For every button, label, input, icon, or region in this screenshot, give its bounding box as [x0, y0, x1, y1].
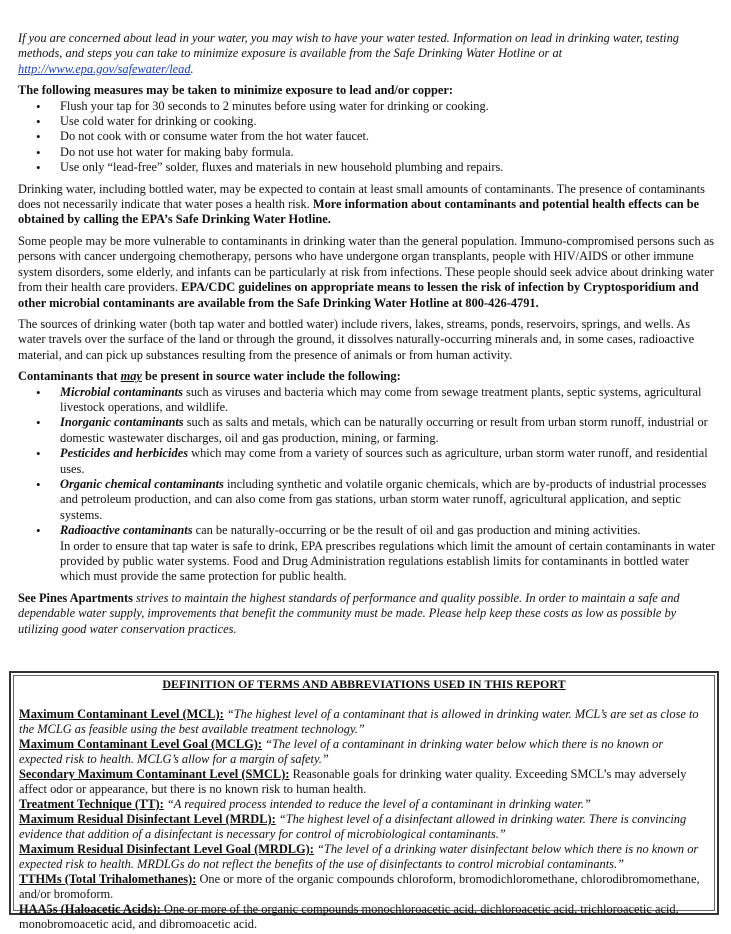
definition-term: Maximum Contaminant Level (MCL): — [19, 707, 224, 721]
regulations-followup: In order to ensure that tap water is safe to drink, EPA prescribes regulations which limit the amount of certain contaminants in water provided by public water systems. Food and Drug Administration regulations establish limits for contaminants in bottled water which must provide the same protection for public health. — [60, 538, 716, 584]
contaminants-heading-may: may — [120, 369, 142, 384]
list-item: • Use only “lead-free” solder, fluxes and materials in new household plumbing and repairs. — [18, 160, 718, 175]
document-body — [18, 31, 718, 643]
list-item — [18, 477, 718, 523]
definition-text: “The highest level of a disinfectant allowed in drinking water. There is convincing evidence that addition of a disinfectant is necessary for control of microbiological contaminants.” — [19, 812, 687, 841]
closing-bold: See Pines Apartments — [18, 590, 133, 605]
lead-intro-end: . — [190, 61, 194, 76]
bottled-water-paragraph — [18, 182, 718, 228]
definitions-title: DEFINITION OF TERMS AND ABBREVIATIONS USED IN THIS REPORT — [162, 677, 566, 691]
definition-text: “The highest level of a contaminant that is allowed in drinking water. MCL’s are set as close to the MCLG as feasible using the best available treatment technology.” — [19, 707, 699, 736]
definition-item — [19, 902, 709, 932]
contaminants-list — [18, 385, 718, 585]
definition-term: HAA5s (Haloacetic Acids): — [19, 902, 161, 916]
vulnerable-text: Some people may be more vulnerable to contaminants in drinking water than the general population. Immuno-compromised persons such as persons with cancer undergoing chemotherapy, persons who have undergone organ transplants, people with HIV/AIDS or other immune system disorders, some elderly, and infants can be particularly at risk from infections. These people should seek advice about drinking water from their health care providers. — [18, 233, 715, 295]
contaminant-term: Organic chemical contaminants — [60, 476, 224, 491]
contaminants-heading-pre: Contaminants that — [18, 369, 121, 384]
definition-term: Treatment Technique (TT): — [19, 797, 164, 811]
definition-term: Secondary Maximum Contaminant Level (SMCL): — [19, 767, 290, 781]
definition-item — [19, 707, 709, 737]
bottled-water-text: Drinking water, including bottled water, may be expected to contain at least small amounts of contaminants. The presence of contaminants does not necessarily indicate that water poses a health risk. — [18, 181, 705, 212]
measures-heading: The following measures may be taken to minimize exposure to lead and/or copper: — [18, 83, 454, 98]
list-item: • Use cold water for drinking or cooking. — [18, 114, 718, 129]
contaminant-term: Microbial contaminants — [60, 384, 183, 399]
vulnerable-paragraph — [18, 234, 718, 311]
closing-italic: strives to maintain the highest standards of performance and quality possible. In order to maintain a safe and dependable water supply, improvements that benefit the community must be made. Please help keep these costs as low as possible by utilizing good water conservation practices. — [18, 590, 680, 636]
contaminant-text: which may come from a variety of sources such as agriculture, urban storm water runoff, and residential uses. — [60, 446, 708, 476]
definitions-content — [19, 677, 709, 932]
measures-list — [18, 99, 718, 176]
definition-text: “A required process intended to reduce the level of a contaminant in drinking water.” — [163, 797, 591, 811]
contaminant-text: such as salts and metals, which can be naturally occurring or result from urban storm runoff, industrial or domestic wastewater discharges, oil and gas production, mining, or farming. — [60, 415, 708, 445]
epa-lead-link[interactable]: http://www.epa.gov/safewater/lead — [18, 61, 191, 76]
definition-text: One or more of the organic compounds chloroform, bromodichloromethane, chlorodibromomethane, and/or bromoform. — [19, 872, 700, 901]
contaminants-heading-post: be present in source water include the following: — [141, 369, 401, 384]
list-item: • Do not cook with or consume water from the hot water faucet. — [18, 129, 718, 144]
definition-text: Reasonable goals for drinking water quality. Exceeding SMCL’s may adversely affect odor or appearance, but there is no known risk to human health. — [19, 767, 687, 796]
definition-item — [19, 812, 709, 842]
definition-item — [19, 872, 709, 902]
sources-paragraph: The sources of drinking water (both tap water and bottled water) include rivers, lakes, streams, ponds, reservoirs, springs, and wells. As water travels over the surface of the land or through the ground, it dissolves naturally-occurring minerals and, in some cases, radioactive material, and can pick up substances resulting from the presence of animals or from human activity. — [18, 316, 695, 362]
list-item — [18, 446, 718, 477]
contaminant-term: Pesticides and herbicides — [60, 446, 189, 461]
definition-text: “The level of a contaminant in drinking water below which there is no known or expected risk to health. MCLG’s allow for a margin of safety.” — [19, 737, 664, 766]
contaminant-text: including synthetic and volatile organic chemicals, which are by-products of industrial processes and petroleum production, and can also come from gas stations, urban storm water runoff, agricultural application, and septic systems. — [60, 476, 707, 522]
contaminants-heading — [18, 369, 718, 384]
list-item — [18, 385, 718, 416]
definition-item — [19, 767, 709, 797]
definition-item — [19, 797, 709, 812]
vulnerable-bold: EPA/CDC guidelines on appropriate means to lessen the risk of infection by Cryptosporidium and other microbial contaminants are available from the Safe Drinking Water Hotline at 800-426-4791. — [18, 280, 699, 310]
definitions-box — [9, 671, 719, 931]
list-item: • Flush your tap for 30 seconds to 2 minutes before using water for drinking or cooking. — [18, 99, 718, 114]
definition-term: TTHMs (Total Trihalomethanes): — [19, 872, 197, 886]
definition-term: Maximum Residual Disinfectant Level (MRDL): — [19, 812, 276, 826]
lead-intro-paragraph — [18, 31, 718, 77]
definition-term: Maximum Contaminant Level Goal (MCLG): — [19, 737, 262, 751]
definition-item — [19, 737, 709, 767]
definition-item — [19, 842, 709, 872]
contaminant-text: can be naturally-occurring or be the result of oil and gas production and mining activities. — [192, 523, 641, 538]
bottled-water-bold: More information about contaminants and potential health effects can be obtained by calling the EPA’s Safe Drinking Water Hotline. — [18, 197, 700, 227]
list-item: • Do not use hot water for making baby formula. — [18, 145, 718, 160]
list-item — [18, 415, 718, 446]
lead-intro-text: If you are concerned about lead in your water, you may wish to have your water tested. Information on lead in drinking water, testing methods, and steps you can take to minimize exposure is available from the Safe Drinking Water Hotline or at — [18, 31, 679, 61]
closing-paragraph — [18, 591, 718, 637]
contaminant-text: such as viruses and bacteria which may come from sewage treatment plants, septic systems, agricultural livestock operations, and wildlife. — [60, 384, 702, 414]
definition-text: “The level of a drinking water disinfectant below which there is no known or expected risk to health. MRDLGs do not reflect the benefits of the use of disinfectants to control microbial contaminants.” — [19, 842, 699, 871]
list-item — [18, 523, 718, 585]
definition-term: Maximum Residual Disinfectant Level Goal (MRDLG): — [19, 842, 314, 856]
contaminant-term: Inorganic contaminants — [60, 415, 184, 430]
contaminant-term: Radioactive contaminants — [60, 523, 193, 538]
definition-text: One or more of the organic compounds monochloroacetic acid, dichloroacetic acid, trichloroacetic acid, monobromoacetic acid, and dibromoacetic acid. — [19, 902, 679, 931]
